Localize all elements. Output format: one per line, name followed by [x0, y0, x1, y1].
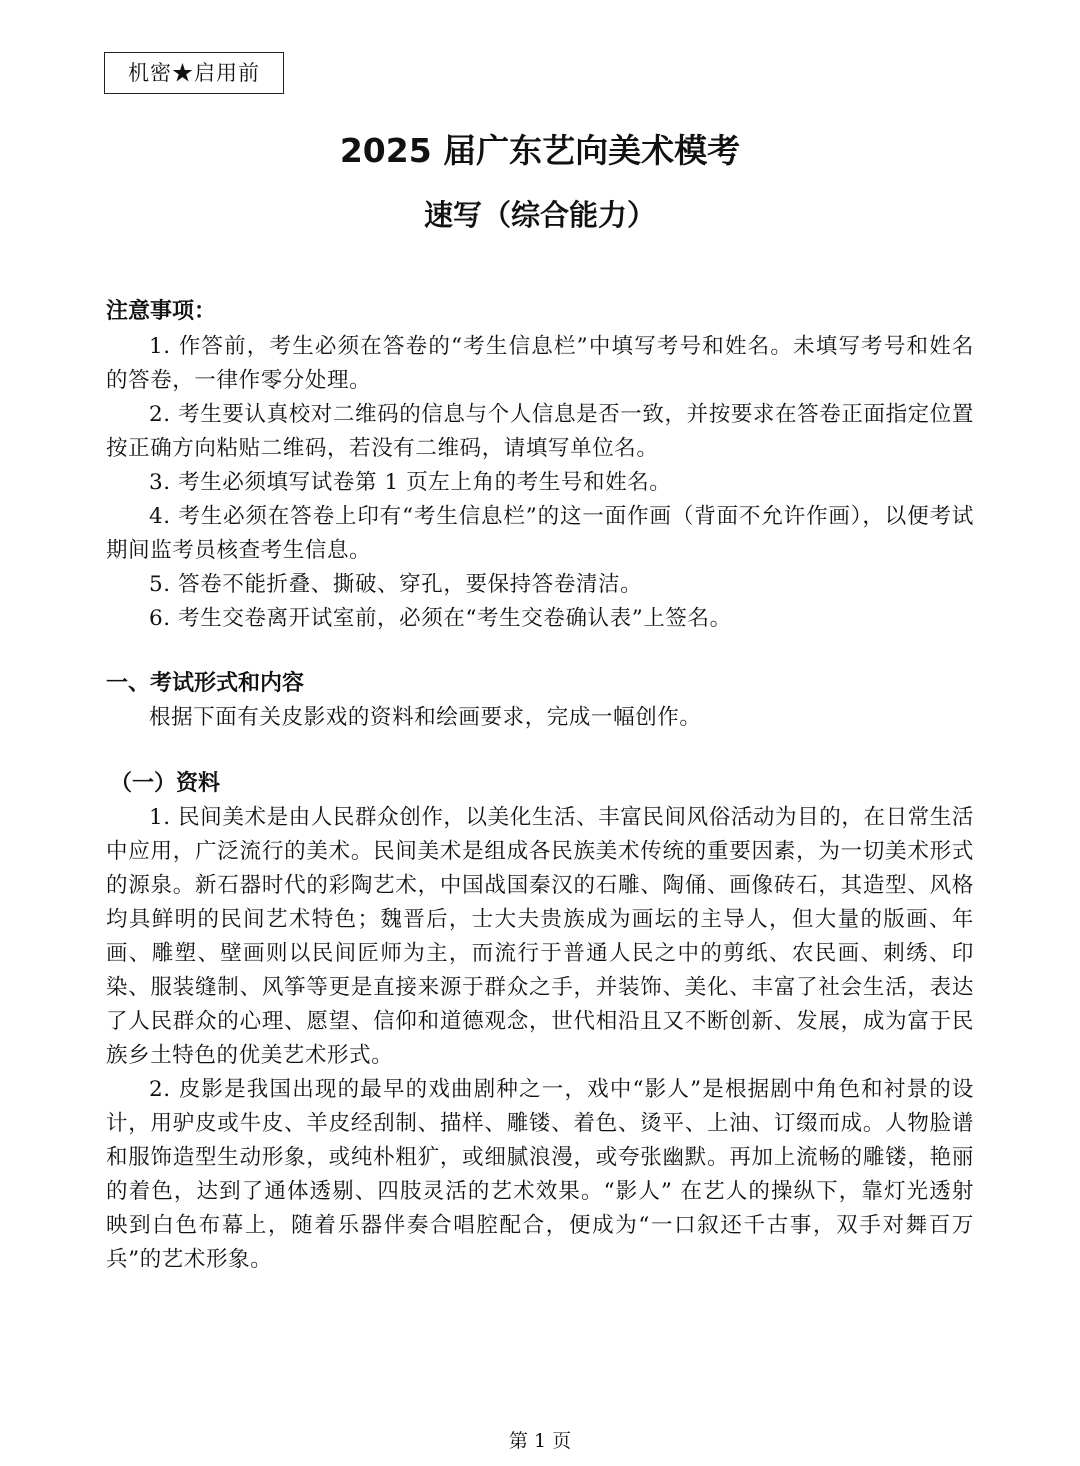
- material-paragraph-1: 1. 民间美术是由人民群众创作，以美化生活、丰富民间风俗活动为目的，在日常生活中应用，广泛流行的美术。民间美术是组成各民族美术传统的重要因素，为一切美术形式的源泉。新石器时代的彩陶艺术，中国战国秦汉的石雕、陶俑、画像砖石，其造型、风格均具鲜明的民间艺术特色；魏晋后，士大夫贵族成为画坛的主导人，但大量的版画、年画、雕塑、壁画则以民间匠师为主，而流行于普通人民之中的剪纸、农民画、刺绣、印染、服装缝制、风筝等更是直接来源于群众之手，并装饰、美化、丰富了社会生活，表达了人民群众的心理、愿望、信仰和道德观念，世代相沿且又不断创新、发展，成为富于民族乡土特色的优美艺术形式。: [106, 805, 974, 1068]
- exam-title: 2025 届广东艺向美术模考: [339, 131, 741, 170]
- note-item-6: 6. 考生交卷离开试室前，必须在“考生交卷确认表”上签名。: [149, 606, 732, 631]
- note-item-4: 4. 考生必须在答卷上印有“考生信息栏”的这一面作画（背面不允许作画），以便考试期间监考员核查考生信息。: [106, 504, 974, 563]
- confidential-label: 机密★启用前: [104, 52, 284, 94]
- material-paragraph-2: 2. 皮影是我国出现的最早的戏曲剧种之一，戏中“影人”是根据剧中角色和衬景的设计，用驴皮或牛皮、羊皮经刮制、描样、雕镂、着色、烫平、上油、订缀而成。人物脸谱和服饰造型生动形象，或纯朴粗犷，或细腻浪漫，或夸张幽默。再加上流畅的雕镂，艳丽的着色，达到了通体透剔、四肢灵活的艺术效果。“影人” 在艺人的操纵下，靠灯光透射映到白色布幕上，随着乐器伴奏合唱腔配合，便成为“一口叙还千古事，双手对舞百万兵”的艺术形象。: [106, 1077, 974, 1272]
- section1-text: 根据下面有关皮影戏的资料和绘画要求，完成一幅创作。: [149, 705, 702, 730]
- note-item-2: 2. 考生要认真校对二维码的信息与个人信息是否一致，并按要求在答卷正面指定位置按正确方向粘贴二维码，若没有二维码，请填写单位名。: [106, 402, 974, 461]
- note-item-1: 1. 作答前，考生必须在答卷的“考生信息栏”中填写考号和姓名。未填写考号和姓名的答卷，一律作零分处理。: [106, 334, 974, 393]
- section1-text-block: [106, 701, 974, 735]
- note-item-5: 5. 答卷不能折叠、撕破、穿孔，要保持答卷清洁。: [149, 572, 643, 597]
- note-item-3: 3. 考生必须填写试卷第 1 页左上角的考生号和姓名。: [149, 470, 672, 495]
- materials-block: [106, 801, 974, 1277]
- section1-heading: 一、考试形式和内容: [106, 671, 305, 696]
- notes-heading: 注意事项：: [106, 299, 217, 324]
- materials-heading: （一）资料: [110, 771, 221, 796]
- notes-list: [106, 330, 974, 636]
- page-number: 第 1 页: [508, 1430, 572, 1452]
- exam-subtitle: 速写（综合能力）: [423, 198, 656, 232]
